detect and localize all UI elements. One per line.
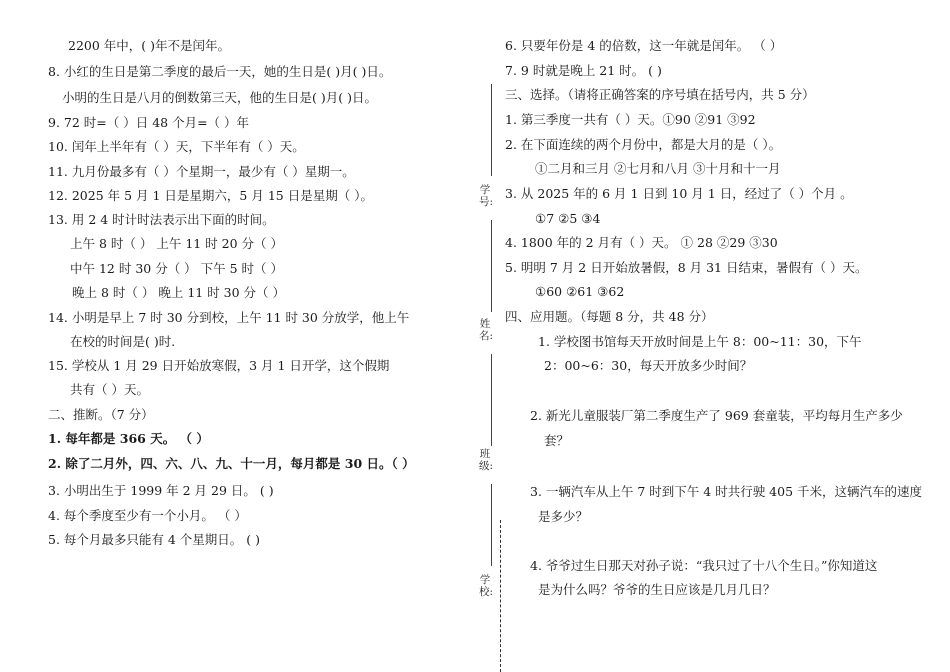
judgment-3: 3. 小明出生于 1999 年 2 月 29 日。 ( ) [48,483,274,498]
application-1-continuation: 2：00~6：30，每天开放多少时间？ [544,358,753,373]
choice-5: 5. 明明 7 月 2 日开始放暑假，8 月 31 日结束，暑假有（ ）天。 [505,260,868,275]
judgment-5: 5. 每个月最多只能有 4 个星期日。 ( ) [48,532,261,547]
class-label: 班级: [479,448,494,472]
name-label: 姓名: [479,318,494,342]
question-8: 8. 小红的生日是第二季度的最后一天，她的生日是( )月( )日。 [48,64,392,79]
question-14: 14. 小明是早上 7 时 30 分到校，上午 11 时 30 分放学，他上午 [48,310,410,325]
question-8-part-2: 小明的生日是八月的倒数第三天，他的生日是( )月( )日。 [62,90,377,105]
student-id-label: 学号: [479,184,494,208]
question-10: 10. 闰年上半年有（ ）天，下半年有（ ）天。 [48,139,305,154]
section-3-heading: 三、选择。（请将正确答案的序号填在括号内，共 5 分） [505,87,815,102]
application-1: 1. 学校图书馆每天开放时间是上午 8：00~11：30，下午 [538,334,862,349]
application-2-continuation: 套？ [544,433,570,448]
question-7-continuation: 2200 年中，( )年不是闰年。 [68,38,231,53]
choice-5-options: ①60 ②61 ③62 [535,284,625,299]
application-2: 2. 新光儿童服装厂第二季度生产了 969 套童装，平均每月生产多少 [530,408,903,423]
judgment-2: 2. 除了二月外，四、六、八、九、十一月，每月都是 30 日。（ ） [48,456,415,471]
question-11: 11. 九月份最多有（ ）个星期一，最少有（ ）星期一。 [48,164,355,179]
question-14-continuation: 在校的时间是( )时. [70,334,176,349]
choice-3-options: ①7 ②5 ③4 [535,211,601,226]
judgment-4: 4. 每个季度至少有一个小月。 （ ） [48,508,247,523]
section-4-heading: 四、应用题。（每题 8 分，共 48 分） [505,309,714,324]
choice-3: 3. 从 2025 年的 6 月 1 日到 10 月 1 日，经过了（ ）个月 。 [505,186,853,201]
section-2-heading: 二、推断。（7 分） [48,407,154,422]
school-label: 学校: [479,574,494,598]
margin-line-2 [491,220,492,312]
application-4-continuation: 是为什么吗？爷爷的生日应该是几月几日？ [538,582,776,597]
question-13-row-2: 中午 12 时 30 分（ ） 下午 5 时（ ） [70,261,284,276]
judgment-1: 1. 每年都是 366 天。 （ ） [48,431,209,446]
choice-2-options: ①二月和三月 ②七月和八月 ③十月和十一月 [535,161,781,176]
question-13-row-3: 晚上 8 时（ ） 晚上 11 时 30 分（ ） [72,285,286,300]
question-9: 9. 72 时=（ ）日 48 个月=（ ）年 [48,115,250,130]
margin-line-1 [491,84,492,176]
margin-line-4 [491,484,492,566]
question-15: 15. 学校从 1 月 29 日开始放寒假，3 月 1 日开学，这个假期 [48,358,390,373]
choice-4: 4. 1800 年的 2 月有（ ）天。 ① 28 ②29 ③30 [505,235,778,250]
margin-line-3 [491,354,492,446]
question-15-continuation: 共有（ ）天。 [70,382,149,397]
application-4: 4. 爷爷过生日那天对孙子说：“我只过了十八个生日。”你知道这 [530,558,878,573]
application-3: 3. 一辆汽车从上午 7 时到下午 4 时共行驶 405 千米，这辆汽车的速度 [530,484,923,499]
judgment-6: 6. 只要年份是 4 的倍数，这一年就是闰年。 （ ） [505,38,783,53]
question-13-row-1: 上午 8 时（ ） 上午 11 时 20 分（ ） [70,236,284,251]
question-13: 13. 用 2 4 时计时法表示出下面的时间。 [48,212,275,227]
application-3-continuation: 是多少？ [538,509,589,524]
question-12: 12. 2025 年 5 月 1 日是星期六，5 月 15 日是星期（ ）。 [48,188,373,203]
cut-line [500,520,501,672]
choice-1: 1. 第三季度一共有（ ）天。①90 ②91 ③92 [505,112,756,127]
judgment-7: 7. 9 时就是晚上 21 时。 ( ) [505,63,662,78]
choice-2: 2. 在下面连续的两个月份中，都是大月的是（ ）。 [505,137,782,152]
